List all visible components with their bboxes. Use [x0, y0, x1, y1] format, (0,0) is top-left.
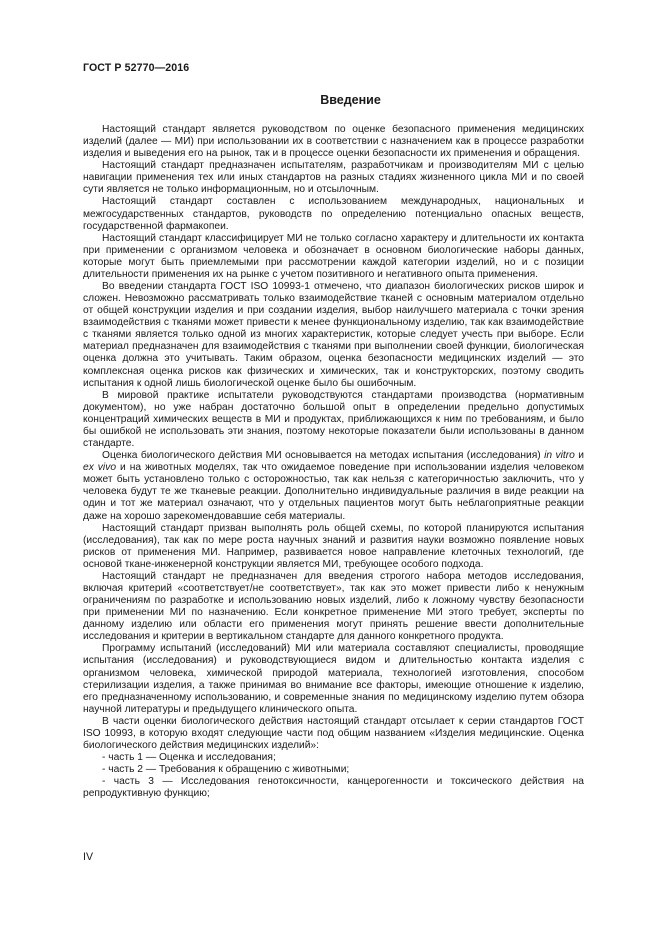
- list-item: - часть 1 — Оценка и исследования;: [102, 752, 276, 764]
- text-run: и на животных моделях, так что ожидаемое поведение при использовании изделия человеком может быть установлено только с осторожностью, так как нельзя с категоричностью заключить, что у человека будут те же тканевые реакции. Дополнительно индивидуальные различия в виде реакции на один и тот же материал означают, что у отдельных пациентов могут быть неблагоприятные реакции даже на хорошо зарекомендовавшие себя материалы.: [83, 462, 585, 522]
- document-header: ГОСТ Р 52770—2016: [83, 62, 190, 74]
- paragraph: Настоящий стандарт является руководством по оценке безопасного применения медицинских изделий (далее — МИ) при использовании их в соответствии с назначением как в процессе разработки изделия и выведения его на рынок, так и в процессе оценки безопасности их применения и обращения.: [83, 124, 584, 160]
- section-title: Введение: [320, 93, 381, 107]
- italic-term: in vitro: [544, 450, 575, 462]
- paragraph: Настоящий стандарт призван выполнять роль общей схемы, по которой планируются испытания (исследования), так как по мере роста научных знаний и развития науки возможно появление новых рисков от применения МИ. Например, развивается новое направление клеточных технологий, где основой ткане-инженерной конструкции является МИ, требующее особого подхода.: [83, 522, 584, 570]
- list-item: - часть 2 — Требования к обращению с животными;: [102, 764, 350, 776]
- paragraph: Настоящий стандарт классифицирует МИ не только согласно характеру и длительности их контакта при применении с организмом человека и обозначает в основном биологические наборы данных, которые могут быть приемлемыми при рассмотрении каждой категории изделий, но и с позиции длительности применения их на рынке с учетом позитивного и негативного опыта применения.: [83, 232, 584, 280]
- document-body: [83, 124, 584, 800]
- paragraph: Программу испытаний (исследований) МИ или материала составляют специалисты, проводящие испытания (исследования) и руководствующиеся видом и длительностью контакта изделия с организмом человека, химической природой материала, технологией изготовления, способом стерилизации изделия, а также принимая во внимание все факторы, имеющие отношение к изделию, его предназначенному использованию, и современные знания по медицинскому изделию путем обзора научной литературы и предыдущего клинического опыта.: [83, 643, 584, 715]
- text-run: и: [574, 450, 584, 462]
- paragraph: В части оценки биологического действия настоящий стандарт отсылает к серии стандартов ГОСТ ISO 10993, в которую входят следующие части под общим названием «Изделия медицинские. Оценка биологического действия медицинских изделий»:: [83, 715, 584, 751]
- italic-term: ex vivo: [83, 462, 117, 474]
- paragraph: В мировой практике испытатели руководствуются стандартами производства (нормативным документом), но уже набран достаточно большой опыт в определении предельно допустимых концентраций химических веществ в МИ и продуктах, приближающихся к ним по требованиям, и было бы ошибкой не использовать эти знания, поэтому некоторые показатели были использованы в данном стандарте.: [83, 389, 584, 450]
- text-run: Оценка биологического действия МИ основывается на методах испытания (исследования): [102, 450, 545, 462]
- paragraph: Во введении стандарта ГОСТ ISO 10993-1 отмечено, что диапазон биологических рисков широк и сложен. Невозможно рассматривать только взаимодействие тканей с основным материалом отдельно от общей конструкции изделия и при создании изделия, выбор наилучшего материала с точки зрения взаимодействия с тканями может привести к менее функциональному изделию, так как взаимодействие с тканями является только одной из многих характеристик, которые следует учесть при выборе. Если материал предназначен для взаимодействия с тканями при выполнении своей функции, биологическая оценка должна это учитывать. Таким образом, оценка безопасности медицинских изделий — это комплексная оценка рисков как физических и химических, так и конструкторских, поэтому сводить испытания к одной лишь биологической оценке было бы ошибочным.: [83, 281, 584, 389]
- paragraph: Настоящий стандарт предназначен испытателям, разработчикам и производителям МИ с целью навигации применения тех или иных стандартов на разных стадиях жизненного цикла МИ и по своей сути является не только информационным, но и отсылочным.: [83, 160, 584, 196]
- paragraph: Настоящий стандарт составлен с использованием международных, национальных и межгосударственных стандартов, руководств по определению потенциально опасных веществ, государственной фармакопеи.: [83, 196, 584, 232]
- page-number: IV: [83, 851, 94, 863]
- paragraph-in-vitro: [83, 450, 584, 522]
- paragraph: Настоящий стандарт не предназначен для введения строгого набора методов исследования, включая критерий «соответствует/не соответствует», так как это может привести либо к ненужным ограничениям по разработке и использованию новых изделий, либо к ложному чувству безопасности при применении МИ по назначению. Если конкретное применение МИ этого требует, эксперты по данному изделию или области его применения могут принять решение ввести дополнительные исследования и критерии в вертикальном стандарте для данного конкретного продукта.: [83, 570, 584, 643]
- list-item: - часть 3 — Исследования генотоксичности, канцерогенности и токсического действия на репродуктивную функцию;: [83, 776, 584, 800]
